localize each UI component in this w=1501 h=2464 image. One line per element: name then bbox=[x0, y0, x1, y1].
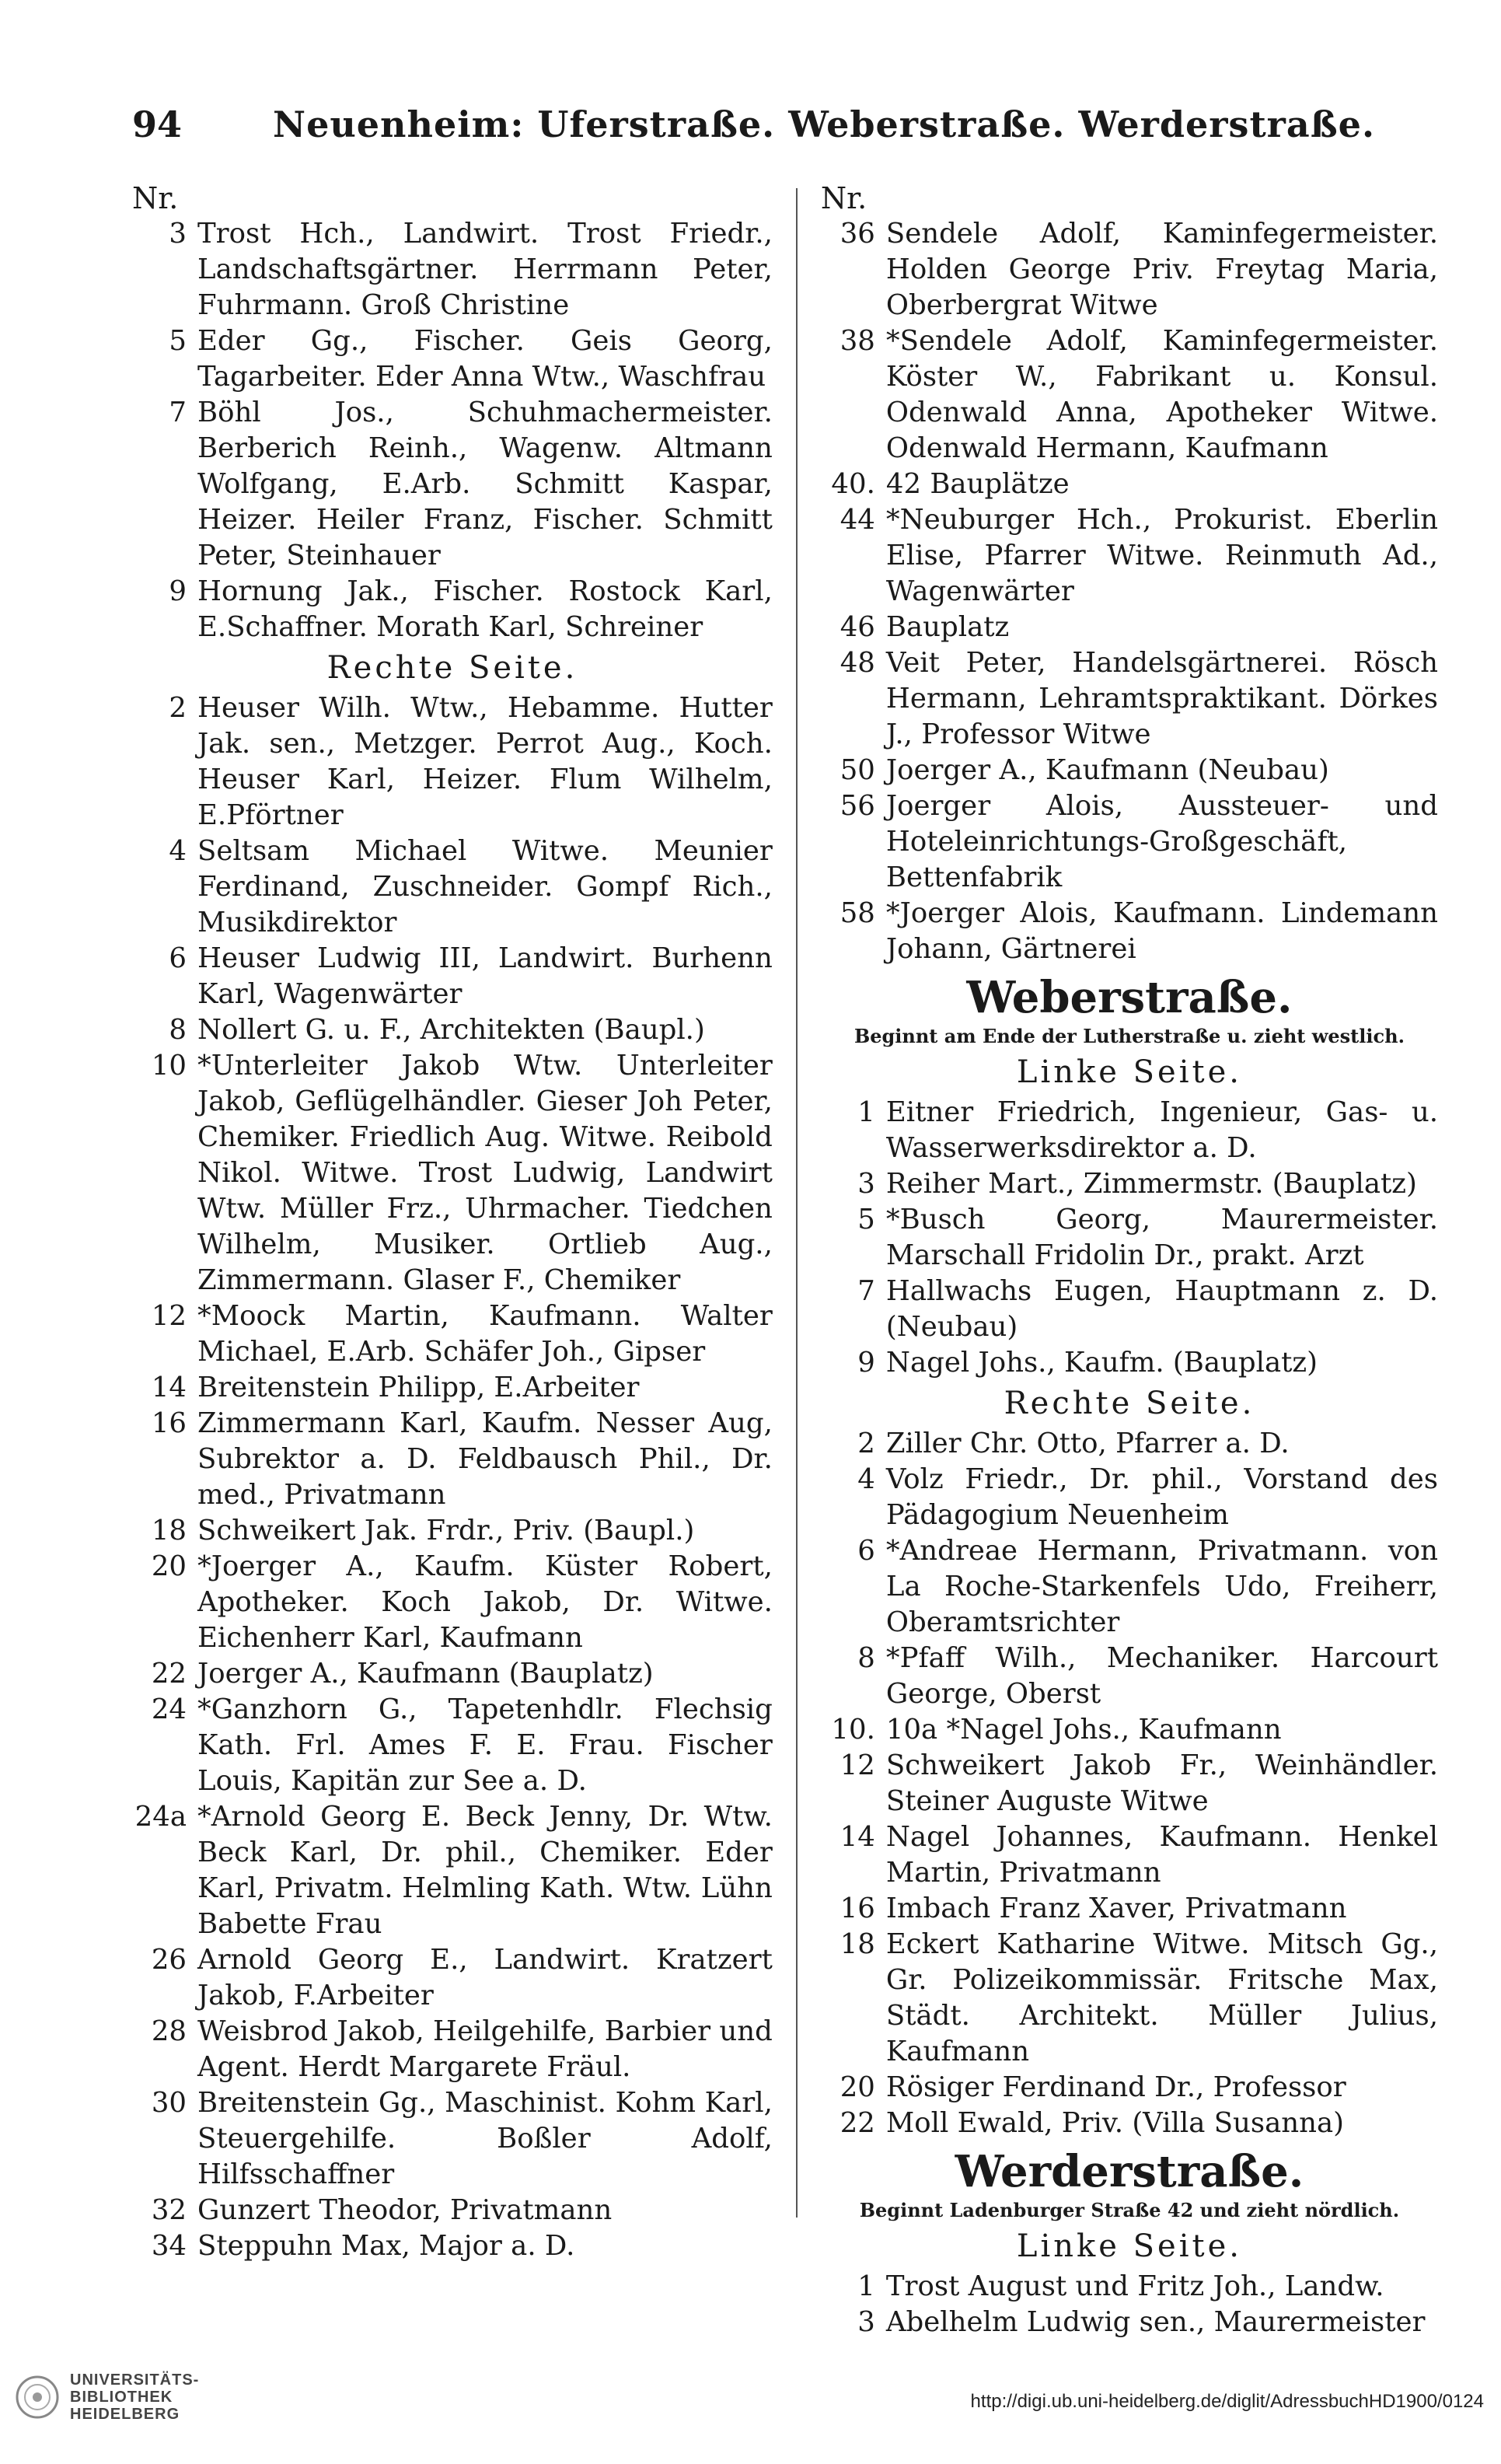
house-number: 16 bbox=[151, 1407, 187, 1439]
house-number: 5 bbox=[857, 1204, 875, 1235]
house-number: 3 bbox=[857, 2306, 875, 2338]
directory-entry bbox=[132, 1406, 773, 1513]
resident-text: *Busch Georg, Maurermeister. Marschall Fridolin Dr., prakt. Arzt bbox=[885, 1204, 1438, 1271]
resident-text: Veit Peter, Handelsgärtnerei. Rösch Hermann, Lehramtspraktikant. Dörkes J., Professor Witwe bbox=[885, 647, 1438, 750]
resident-text: Volz Friedr., Dr. phil., Vorstand des Pädagogium Neuenheim bbox=[885, 1463, 1438, 1531]
resident-text: Eckert Katharine Witwe. Mitsch Gg., Gr. Polizeikommissär. Fritsche Max, Städt. Architekt. Müller Julius, Kaufmann bbox=[885, 1928, 1438, 2067]
resident-text: *Joerger Alois, Kaufmann. Lindemann Johann, Gärtnerei bbox=[885, 897, 1438, 965]
resident-text: Rösiger Ferdinand Dr., Professor bbox=[885, 2071, 1346, 2103]
resident-text: Hornung Jak., Fischer. Rostock Karl, E.Schaffner. Morath Karl, Schreiner bbox=[197, 575, 773, 643]
directory-entry bbox=[132, 1513, 773, 1549]
house-number: 48 bbox=[840, 647, 875, 679]
section-heading-right-side: Rechte Seite. bbox=[326, 650, 578, 686]
resident-text: Nagel Johannes, Kaufmann. Henkel Martin, Privatmann bbox=[885, 1821, 1438, 1889]
directory-entry bbox=[132, 2228, 773, 2264]
nr-label: Nr. bbox=[132, 181, 179, 215]
entry-list bbox=[821, 2269, 1438, 2340]
resident-text: *Neuburger Hch., Prokurist. Eberlin Elise, Pfarrer Witwe. Reinmuth Ad., Wagenwärter bbox=[885, 504, 1438, 607]
resident-text: Imbach Franz Xaver, Privatmann bbox=[885, 1893, 1347, 1924]
resident-text: *Sendele Adolf, Kaminfegermeister. Köster W., Fabrikant u. Konsul. Odenwald Anna, Apotheker Witwe. Odenwald Hermann, Kaufmann bbox=[885, 325, 1438, 464]
directory-entry bbox=[132, 216, 773, 323]
directory-entry bbox=[132, 1298, 773, 1370]
street-note: Beginnt Ladenburger Straße 42 und zieht nördlich. bbox=[859, 2199, 1400, 2221]
resident-text: *Moock Martin, Kaufmann. Walter Michael, E.Arb. Schäfer Joh., Gipser bbox=[197, 1300, 773, 1368]
resident-text: Sendele Adolf, Kaminfegermeister. Holden George Priv. Freytag Maria, Oberbergrat Witwe bbox=[885, 218, 1438, 321]
logo-line: HEIDELBERG bbox=[70, 2406, 180, 2423]
directory-entry bbox=[132, 1048, 773, 1298]
section-heading-left-side: Linke Seite. bbox=[1016, 1054, 1242, 1090]
resident-text: Schweikert Jak. Frdr., Priv. (Baupl.) bbox=[197, 1515, 695, 1547]
directory-entry bbox=[132, 395, 773, 574]
resident-text: Moll Ewald, Priv. (Villa Susanna) bbox=[885, 2107, 1345, 2139]
section-heading-right-side: Rechte Seite. bbox=[1004, 1386, 1255, 1421]
house-number: 44 bbox=[840, 504, 875, 536]
house-number: 38 bbox=[840, 325, 875, 357]
resident-text: Joerger A., Kaufmann (Neubau) bbox=[885, 754, 1329, 786]
resident-text: 42 Bauplätze bbox=[885, 468, 1070, 500]
right-column bbox=[798, 180, 1438, 2338]
house-number: 28 bbox=[151, 2015, 187, 2047]
directory-entry bbox=[821, 1533, 1438, 1641]
house-number: 10. bbox=[831, 1714, 875, 1746]
directory-entry bbox=[821, 1274, 1438, 1345]
house-number: 2 bbox=[857, 1428, 875, 1459]
page-number: 94 bbox=[132, 103, 183, 145]
resident-text: Nagel Johs., Kaufm. (Bauplatz) bbox=[885, 1347, 1318, 1379]
house-number: 20 bbox=[151, 1550, 187, 1582]
directory-entry bbox=[821, 753, 1438, 788]
house-number: 7 bbox=[857, 1275, 875, 1307]
resident-text: Zimmermann Karl, Kaufm. Nesser Aug, Subrektor a. D. Feldbausch Phil., Dr. med., Privatmann bbox=[197, 1407, 773, 1511]
logo-line: UNIVERSITÄTS- bbox=[70, 2371, 200, 2389]
entry-list bbox=[132, 216, 773, 645]
logo-text bbox=[70, 2371, 199, 2423]
house-number: 26 bbox=[151, 1944, 187, 1976]
directory-entry bbox=[821, 1095, 1438, 1166]
directory-entry bbox=[821, 2269, 1438, 2305]
house-number: 4 bbox=[169, 835, 187, 867]
directory-entry bbox=[821, 323, 1438, 467]
directory-entry bbox=[821, 1462, 1438, 1533]
section-heading-left-side: Linke Seite. bbox=[1016, 2228, 1242, 2264]
house-number: 32 bbox=[151, 2194, 187, 2226]
directory-entry bbox=[821, 645, 1438, 753]
house-number: 3 bbox=[857, 1168, 875, 1200]
directory-entry bbox=[132, 2085, 773, 2193]
directory-entry bbox=[821, 502, 1438, 610]
directory-entry bbox=[132, 1549, 773, 1656]
resident-text: Breitenstein Gg., Maschinist. Kohm Karl, Steuergehilfe. Boßler Adolf, Hilfsschaffner bbox=[197, 2087, 773, 2190]
street-heading-weberstrasse: Weberstraße. bbox=[966, 972, 1293, 1023]
resident-text: Böhl Jos., Schuhmachermeister. Berberich Reinh., Wagenw. Altmann Wolfgang, E.Arb. Schmitt Kaspar, Heizer. Heiler Franz, Fischer. Schmitt Peter, Steinhauer bbox=[197, 397, 773, 571]
house-number: 9 bbox=[169, 575, 187, 607]
resident-text: Hallwachs Eugen, Hauptmann z. D. (Neubau) bbox=[885, 1275, 1438, 1343]
resident-text: Abelhelm Ludwig sen., Maurermeister bbox=[885, 2306, 1426, 2338]
entry-list bbox=[821, 1095, 1438, 1381]
resident-text: Weisbrod Jakob, Heilgehilfe, Barbier und Agent. Herdt Margarete Fräul. bbox=[197, 2015, 773, 2083]
house-number: 12 bbox=[840, 1749, 875, 1781]
house-number: 1 bbox=[857, 1096, 875, 1128]
resident-text: Trost August und Fritz Joh., Landw. bbox=[885, 2270, 1384, 2302]
directory-entry bbox=[821, 2106, 1438, 2141]
house-number: 7 bbox=[169, 397, 187, 428]
house-number: 4 bbox=[857, 1463, 875, 1495]
directory-entry bbox=[821, 896, 1438, 967]
directory-entry bbox=[821, 610, 1438, 645]
house-number: 16 bbox=[840, 1893, 875, 1924]
house-number: 30 bbox=[151, 2087, 187, 2119]
house-number: 46 bbox=[840, 611, 875, 643]
house-number: 20 bbox=[840, 2071, 875, 2103]
directory-entry bbox=[132, 2193, 773, 2228]
house-number: 6 bbox=[857, 1535, 875, 1567]
directory-entry bbox=[821, 1819, 1438, 1891]
directory-entry bbox=[821, 2070, 1438, 2106]
resident-text: Eitner Friedrich, Ingenieur, Gas- u. Wasserwerksdirektor a. D. bbox=[885, 1096, 1438, 1164]
house-number: 10 bbox=[151, 1050, 187, 1082]
house-number: 9 bbox=[857, 1347, 875, 1379]
directory-entry bbox=[821, 1891, 1438, 1927]
house-number: 2 bbox=[169, 692, 187, 724]
house-number: 3 bbox=[169, 218, 187, 250]
house-number: 8 bbox=[169, 1014, 187, 1046]
house-number: 1 bbox=[857, 2270, 875, 2302]
directory-entry bbox=[132, 834, 773, 941]
directory-entry bbox=[132, 941, 773, 1012]
page-header bbox=[132, 93, 1422, 156]
directory-entry bbox=[821, 1641, 1438, 1712]
entry-list bbox=[821, 1426, 1438, 2141]
library-logo[interactable] bbox=[14, 2371, 199, 2423]
resident-text: Joerger A., Kaufmann (Bauplatz) bbox=[197, 1658, 654, 1690]
resident-text: Schweikert Jakob Fr., Weinhändler. Steiner Auguste Witwe bbox=[885, 1749, 1438, 1817]
page-footer bbox=[0, 2356, 1501, 2464]
resident-text: *Andreae Hermann, Privatmann. von La Roche-Starkenfels Udo, Freiherr, Oberamtsrichter bbox=[885, 1535, 1438, 1638]
directory-entry bbox=[132, 2014, 773, 2085]
resident-text: Heuser Ludwig III, Landwirt. Burhenn Karl, Wagenwärter bbox=[197, 942, 773, 1010]
house-number: 12 bbox=[151, 1300, 187, 1332]
resident-text: Joerger Alois, Aussteuer- und Hoteleinrichtungs-Großgeschäft, Bettenfabrik bbox=[885, 790, 1438, 893]
house-number: 5 bbox=[169, 325, 187, 357]
house-number: 14 bbox=[151, 1372, 187, 1403]
directory-entry bbox=[132, 574, 773, 645]
resident-text: Heuser Wilh. Wtw., Hebamme. Hutter Jak. sen., Metzger. Perrot Aug., Koch. Heuser Karl, Heizer. Flum Wilhelm, E.Pförtner bbox=[197, 692, 773, 831]
resident-text: Trost Hch., Landwirt. Trost Friedr., Landschaftsgärtner. Herrmann Peter, Fuhrmann. Groß Christine bbox=[197, 218, 773, 321]
resident-text: Bauplatz bbox=[885, 611, 1010, 643]
directory-entry bbox=[132, 1370, 773, 1406]
house-number: 24 bbox=[151, 1693, 187, 1725]
house-number: 22 bbox=[151, 1658, 187, 1690]
house-number: 40. bbox=[831, 468, 875, 500]
house-number: 22 bbox=[840, 2107, 875, 2139]
directory-entry bbox=[821, 1166, 1438, 1202]
directory-entry bbox=[821, 1712, 1438, 1748]
directory-entry bbox=[821, 216, 1438, 323]
resident-text: Gunzert Theodor, Privatmann bbox=[197, 2194, 613, 2226]
library-seal-icon bbox=[14, 2374, 61, 2420]
resident-text: Ziller Chr. Otto, Pfarrer a. D. bbox=[885, 1428, 1290, 1459]
house-number: 36 bbox=[840, 218, 875, 250]
resident-text: Eder Gg., Fischer. Geis Georg, Tagarbeiter. Eder Anna Wtw., Waschfrau bbox=[197, 325, 773, 393]
directory-entry bbox=[821, 1345, 1438, 1381]
house-number: 34 bbox=[151, 2230, 187, 2262]
directory-entry bbox=[132, 690, 773, 834]
directory-entry bbox=[821, 1426, 1438, 1462]
house-number: 50 bbox=[840, 754, 875, 786]
directory-entry bbox=[821, 788, 1438, 896]
resident-text: *Joerger A., Kaufm. Küster Robert, Apotheker. Koch Jakob, Dr. Witwe. Eichenherr Karl, Kaufmann bbox=[197, 1550, 773, 1654]
resident-text: Steppuhn Max, Major a. D. bbox=[197, 2230, 575, 2262]
logo-line: BIBLIOTHEK bbox=[70, 2389, 173, 2406]
directory-entry bbox=[821, 467, 1438, 502]
house-number: 24a bbox=[134, 1801, 187, 1833]
resident-text: Breitenstein Philipp, E.Arbeiter bbox=[197, 1372, 640, 1403]
street-note: Beginnt am Ende der Lutherstraße u. zieht westlich. bbox=[853, 1025, 1405, 1047]
house-number: 14 bbox=[840, 1821, 875, 1853]
house-number: 18 bbox=[151, 1515, 187, 1547]
street-heading-werderstrasse: Werderstraße. bbox=[955, 2146, 1304, 2197]
directory-entry bbox=[132, 1656, 773, 1692]
directory-entry bbox=[132, 1799, 773, 1942]
house-number: 8 bbox=[857, 1642, 875, 1674]
resident-text: Nollert G. u. F., Architekten (Baupl.) bbox=[197, 1014, 705, 1046]
running-title: Neuenheim: Uferstraße. Weberstraße. Werderstraße. bbox=[273, 103, 1375, 145]
directory-entry bbox=[132, 1942, 773, 2014]
entry-list bbox=[821, 216, 1438, 967]
resident-text: *Unterleiter Jakob Wtw. Unterleiter Jakob, Geflügelhändler. Gieser Joh Peter, Chemiker. Friedlich Aug. Witwe. Reibold Nikol. Witwe. Trost Ludwig, Landwirt Wtw. Müller Frz., Uhrmacher. Tiedchen Wilhelm, Musiker. Ortlieb Aug., Zimmermann. Glaser F., Chemiker bbox=[197, 1050, 773, 1296]
directory-entry bbox=[821, 1927, 1438, 2070]
directory-entry bbox=[132, 323, 773, 395]
resident-text: *Arnold Georg E. Beck Jenny, Dr. Wtw. Beck Karl, Dr. phil., Chemiker. Eder Karl, Privatm. Helmling Kath. Wtw. Lühn Babette Frau bbox=[197, 1801, 773, 1940]
house-number: 58 bbox=[840, 897, 875, 929]
resident-text: *Pfaff Wilh., Mechaniker. Harcourt George, Oberst bbox=[885, 1642, 1438, 1710]
house-number: 56 bbox=[840, 790, 875, 822]
house-number: 6 bbox=[169, 942, 187, 974]
left-column bbox=[132, 180, 796, 2272]
resident-text: Arnold Georg E., Landwirt. Kratzert Jakob, F.Arbeiter bbox=[197, 1944, 773, 2011]
directory-entry bbox=[132, 1012, 773, 1048]
house-number: 18 bbox=[840, 1928, 875, 1960]
resident-text: *Ganzhorn G., Tapetenhdlr. Flechsig Kath. Frl. Ames F. E. Frau. Fischer Louis, Kapitän zur See a. D. bbox=[197, 1693, 773, 1797]
directory-entry bbox=[132, 1692, 773, 1799]
entry-list bbox=[132, 690, 773, 2264]
resident-text: Seltsam Michael Witwe. Meunier Ferdinand, Zuschneider. Gompf Rich., Musikdirektor bbox=[197, 835, 773, 938]
directory-entry bbox=[821, 2305, 1438, 2340]
nr-label: Nr. bbox=[820, 181, 867, 215]
directory-entry bbox=[821, 1748, 1438, 1819]
resident-text: Reiher Mart., Zimmermstr. (Bauplatz) bbox=[885, 1168, 1417, 1200]
text-columns bbox=[132, 180, 1438, 2338]
source-url-link[interactable]: http://digi.ub.uni-heidelberg.de/diglit/AdressbuchHD1900/0124 bbox=[970, 2391, 1484, 2412]
directory-entry bbox=[821, 1202, 1438, 1274]
resident-text: 10a *Nagel Johs., Kaufmann bbox=[885, 1714, 1282, 1746]
